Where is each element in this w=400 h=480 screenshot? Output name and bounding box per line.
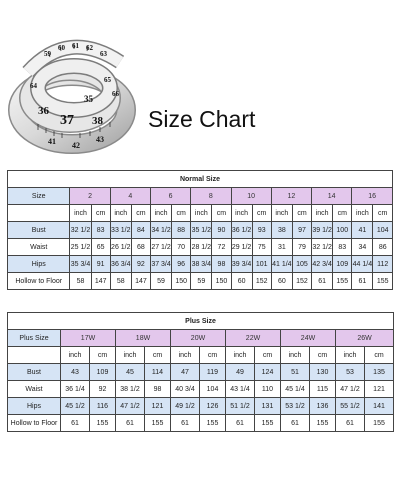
table-cell: 109 [333,256,352,273]
table-title: Normal Size [8,171,393,188]
unit-header: cm [90,347,116,364]
table-title: Plus Size [8,313,394,330]
tape-number: 59 [44,50,51,58]
tape-number: 66 [112,90,119,98]
table-cell: 49 1/2 [171,398,200,415]
unit-header: cm [131,205,150,222]
size-header: 8 [191,188,231,205]
table-cell: 86 [373,239,393,256]
table-cell: 150 [212,273,231,290]
table-cell: 155 [365,415,394,432]
table-cell: 141 [365,398,394,415]
table-cell: 49 [226,364,255,381]
unit-header: inch [312,205,333,222]
table-row [8,256,393,273]
table-row [8,364,394,381]
row-label: Hips [8,398,61,415]
size-header: 17W [61,330,116,347]
table-cell: 112 [373,256,393,273]
table-cell: 121 [365,381,394,398]
table-cell: 31 [271,239,292,256]
table-cell: 59 [191,273,212,290]
unit-header: inch [271,205,292,222]
table-cell: 155 [255,415,281,432]
table-cell: 155 [310,415,336,432]
tape-number: 63 [100,50,107,58]
table-cell: 92 [90,381,116,398]
table-cell: 36 3/4 [110,256,131,273]
table-cell: 45 [116,364,145,381]
unit-header: inch [171,347,200,364]
table-cell: 135 [365,364,394,381]
table-cell: 25 1/2 [70,239,91,256]
tape-number: 38 [92,115,103,127]
page-title: Size Chart [148,106,256,132]
tape-number: 62 [86,44,93,52]
size-header: 16 [352,188,393,205]
size-header: 18W [116,330,171,347]
blank-cell [8,347,61,364]
tape-number: 61 [72,42,79,50]
row-label: Hollow to Floor [8,415,61,432]
table-cell: 34 [352,239,373,256]
table-row [8,415,394,432]
unit-header: cm [373,205,393,222]
unit-header: inch [336,347,365,364]
table-cell: 152 [292,273,311,290]
table-cell: 47 1/2 [116,398,145,415]
size-header: 26W [336,330,394,347]
table-row [8,381,394,398]
unit-header: inch [150,205,171,222]
size-header: 24W [281,330,336,347]
table-cell: 114 [145,364,171,381]
table-cell: 38 [271,222,292,239]
table-cell: 45 1/2 [61,398,90,415]
unit-header: cm [200,347,226,364]
tape-number: 43 [96,135,104,144]
size-column-label: Size [8,188,70,205]
unit-header: inch [352,205,373,222]
tape-number: 42 [72,141,80,150]
unit-header: inch [61,347,90,364]
unit-header: inch [116,347,145,364]
table-cell: 124 [255,364,281,381]
table-cell: 155 [200,415,226,432]
size-header: 20W [171,330,226,347]
table-cell: 98 [145,381,171,398]
table-cell: 35 1/2 [191,222,212,239]
table-cell: 110 [255,381,281,398]
tape-number: 36 [38,105,49,117]
table-cell: 29 1/2 [231,239,252,256]
table-cell: 83 [91,222,110,239]
table-cell: 155 [373,273,393,290]
table-cell: 47 1/2 [336,381,365,398]
table-row [8,273,393,290]
unit-header: inch [231,205,252,222]
table-cell: 51 [281,364,310,381]
unit-header: cm [310,347,336,364]
table-cell: 40 3/4 [171,381,200,398]
table-cell: 61 [336,415,365,432]
table-cell: 61 [116,415,145,432]
table-cell: 131 [255,398,281,415]
table-cell: 61 [312,273,333,290]
table-cell: 105 [292,256,311,273]
unit-header: cm [292,205,311,222]
tape-number: 41 [48,137,56,146]
blank-cell [8,205,70,222]
tape-number: 64 [30,82,37,90]
tape-number: 37 [60,113,74,128]
unit-header: inch [70,205,91,222]
table-cell: 34 1/2 [150,222,171,239]
size-header: 6 [150,188,190,205]
table-cell: 32 1/2 [70,222,91,239]
unit-header: cm [172,205,191,222]
table-cell: 136 [310,398,336,415]
table-cell: 90 [212,222,231,239]
table-cell: 61 [226,415,255,432]
table-cell: 126 [200,398,226,415]
size-header: 10 [231,188,271,205]
table-cell: 104 [373,222,393,239]
unit-header: cm [212,205,231,222]
unit-header: cm [252,205,271,222]
table-cell: 42 3/4 [312,256,333,273]
table-cell: 43 [61,364,90,381]
table-cell: 26 1/2 [110,239,131,256]
table-cell: 115 [310,381,336,398]
size-header: 22W [226,330,281,347]
table-cell: 116 [90,398,116,415]
table-cell: 43 1/4 [226,381,255,398]
table-row [8,239,393,256]
unit-header: cm [333,205,352,222]
table-cell: 41 [352,222,373,239]
table-cell: 150 [172,273,191,290]
table-cell: 35 3/4 [70,256,91,273]
unit-header: inch [110,205,131,222]
tape-number: 60 [58,44,65,52]
table-cell: 61 [171,415,200,432]
row-label: Waist [8,239,70,256]
table-cell: 121 [145,398,171,415]
tape-number: 35 [84,94,93,104]
table-cell: 58 [110,273,131,290]
plus-size-table [7,312,394,432]
table-cell: 55 1/2 [336,398,365,415]
table-cell: 47 [171,364,200,381]
table-cell: 39 1/2 [312,222,333,239]
row-label: Hollow to Floor [8,273,70,290]
table-cell: 119 [200,364,226,381]
table-cell: 53 [336,364,365,381]
table-cell: 147 [91,273,110,290]
table-cell: 61 [61,415,90,432]
table-row [8,222,393,239]
table-cell: 130 [310,364,336,381]
table-cell: 38 1/2 [116,381,145,398]
table-cell: 93 [252,222,271,239]
table-cell: 92 [131,256,150,273]
unit-header: inch [281,347,310,364]
table-cell: 60 [231,273,252,290]
size-header: 12 [271,188,311,205]
table-cell: 147 [131,273,150,290]
table-cell: 70 [172,239,191,256]
table-cell: 72 [212,239,231,256]
table-cell: 155 [333,273,352,290]
table-cell: 155 [90,415,116,432]
row-label: Hips [8,256,70,273]
table-cell: 33 1/2 [110,222,131,239]
unit-header: inch [191,205,212,222]
table-cell: 96 [172,256,191,273]
table-cell: 109 [90,364,116,381]
normal-size-table [7,170,393,290]
table-cell: 61 [281,415,310,432]
table-cell: 59 [150,273,171,290]
size-column-label: Plus Size [8,330,61,347]
table-cell: 36 1/4 [61,381,90,398]
table-cell: 27 1/2 [150,239,171,256]
table-cell: 37 3/4 [150,256,171,273]
table-cell: 58 [70,273,91,290]
row-label: Waist [8,381,61,398]
table-cell: 65 [91,239,110,256]
table-cell: 38 3/4 [191,256,212,273]
unit-header: cm [255,347,281,364]
table-cell: 36 1/2 [231,222,252,239]
table-cell: 61 [352,273,373,290]
table-cell: 88 [172,222,191,239]
table-cell: 45 1/4 [281,381,310,398]
table-cell: 101 [252,256,271,273]
table-cell: 91 [91,256,110,273]
row-label: Bust [8,222,70,239]
tape-number: 65 [104,76,111,84]
table-cell: 97 [292,222,311,239]
table-cell: 51 1/2 [226,398,255,415]
table-row [8,398,394,415]
table-cell: 79 [292,239,311,256]
table-cell: 98 [212,256,231,273]
table-cell: 41 1/4 [271,256,292,273]
size-header: 4 [110,188,150,205]
table-cell: 83 [333,239,352,256]
table-cell: 155 [145,415,171,432]
table-cell: 68 [131,239,150,256]
table-cell: 100 [333,222,352,239]
unit-header: inch [226,347,255,364]
unit-header: cm [145,347,171,364]
table-cell: 32 1/2 [312,239,333,256]
table-cell: 75 [252,239,271,256]
table-cell: 44 1/4 [352,256,373,273]
table-cell: 104 [200,381,226,398]
table-cell: 60 [271,273,292,290]
size-header: 14 [312,188,352,205]
table-cell: 39 3/4 [231,256,252,273]
table-cell: 84 [131,222,150,239]
unit-header: cm [91,205,110,222]
table-cell: 53 1/2 [281,398,310,415]
table-cell: 28 1/2 [191,239,212,256]
unit-header: cm [365,347,394,364]
measuring-tape-image [8,32,136,162]
row-label: Bust [8,364,61,381]
size-header: 2 [70,188,110,205]
table-cell: 152 [252,273,271,290]
